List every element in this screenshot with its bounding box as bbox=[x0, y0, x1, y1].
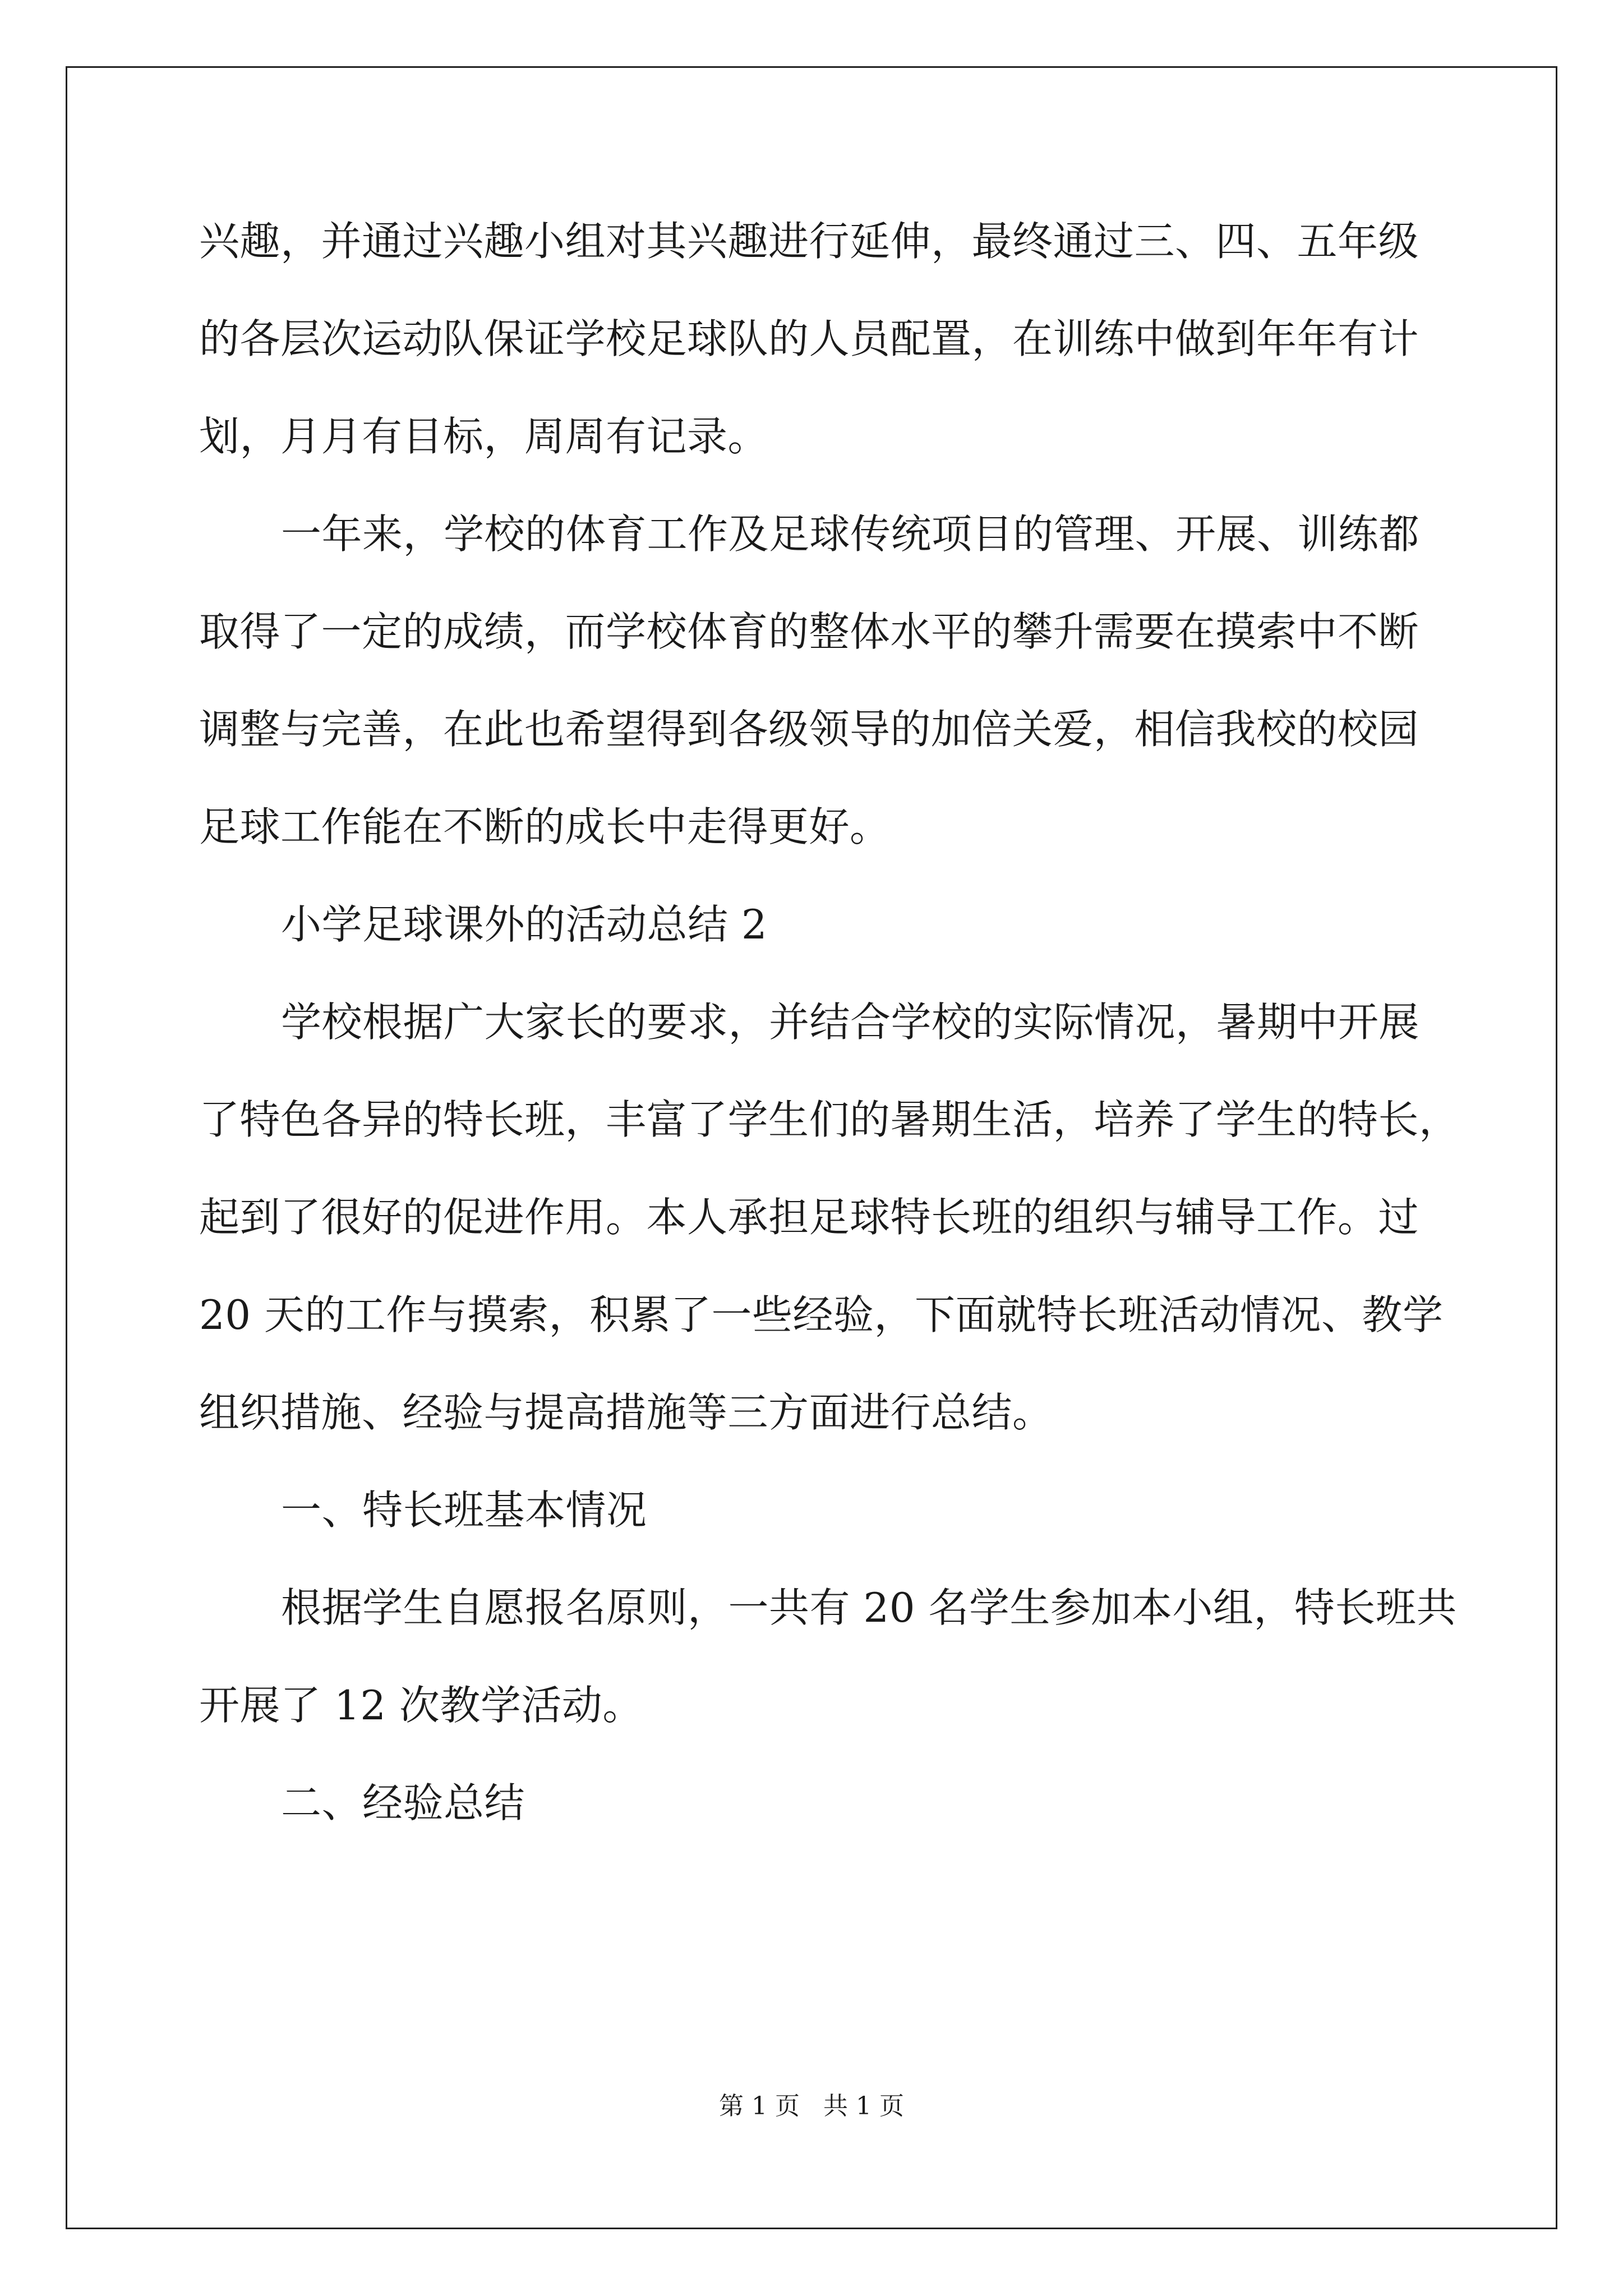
text-line: 足球工作能在不断的成长中走得更好。 bbox=[199, 803, 891, 850]
text-line: 组织措施、经验与提高措施等三方面进行总结。 bbox=[199, 1389, 1053, 1436]
document-body bbox=[199, 213, 1460, 1872]
text-line: 起到了很好的促进作用。本人承担足球特长班的组织与辅导工作。过 bbox=[199, 1194, 1419, 1241]
subheading: 一、特长班基本情况 bbox=[281, 1487, 647, 1534]
text-line: 划，月月有目标，周周有记录。 bbox=[199, 413, 769, 460]
text-line: 调整与完善，在此也希望得到各级领导的加倍关爱，相信我校的校园 bbox=[199, 706, 1419, 753]
text-line: 开展了 12 次教学活动。 bbox=[199, 1682, 643, 1729]
subheading: 二、经验总结 bbox=[281, 1779, 525, 1826]
paragraph-start: 根据学生自愿报名原则，一共有 20 名学生参加本小组，特长班共 bbox=[281, 1584, 1457, 1631]
paragraph-start: 一年来，学校的体育工作及足球传统项目的管理、开展、训练都 bbox=[281, 510, 1420, 558]
text-line: 20 天的工作与摸索，积累了一些经验，下面就特长班活动情况、教学 bbox=[199, 1291, 1444, 1338]
text-line: 兴趣，并通过兴趣小组对其兴趣进行延伸，最终通过三、四、五年级 bbox=[199, 218, 1419, 265]
page-number-footer: 第 1 页 共 1 页 bbox=[719, 2092, 904, 2120]
paragraph-start: 学校根据广大家长的要求，并结合学校的实际情况，暑期中开展 bbox=[281, 999, 1420, 1046]
section-heading: 小学足球课外的活动总结 2 bbox=[281, 901, 768, 948]
text-line: 的各层次运动队保证学校足球队的人员配置，在训练中做到年年有计 bbox=[199, 315, 1419, 362]
text-line: 了特色各异的特长班，丰富了学生们的暑期生活，培养了学生的特长， bbox=[199, 1096, 1460, 1143]
text-line: 取得了一定的成绩，而学校体育的整体水平的攀升需要在摸索中不断 bbox=[199, 608, 1419, 655]
